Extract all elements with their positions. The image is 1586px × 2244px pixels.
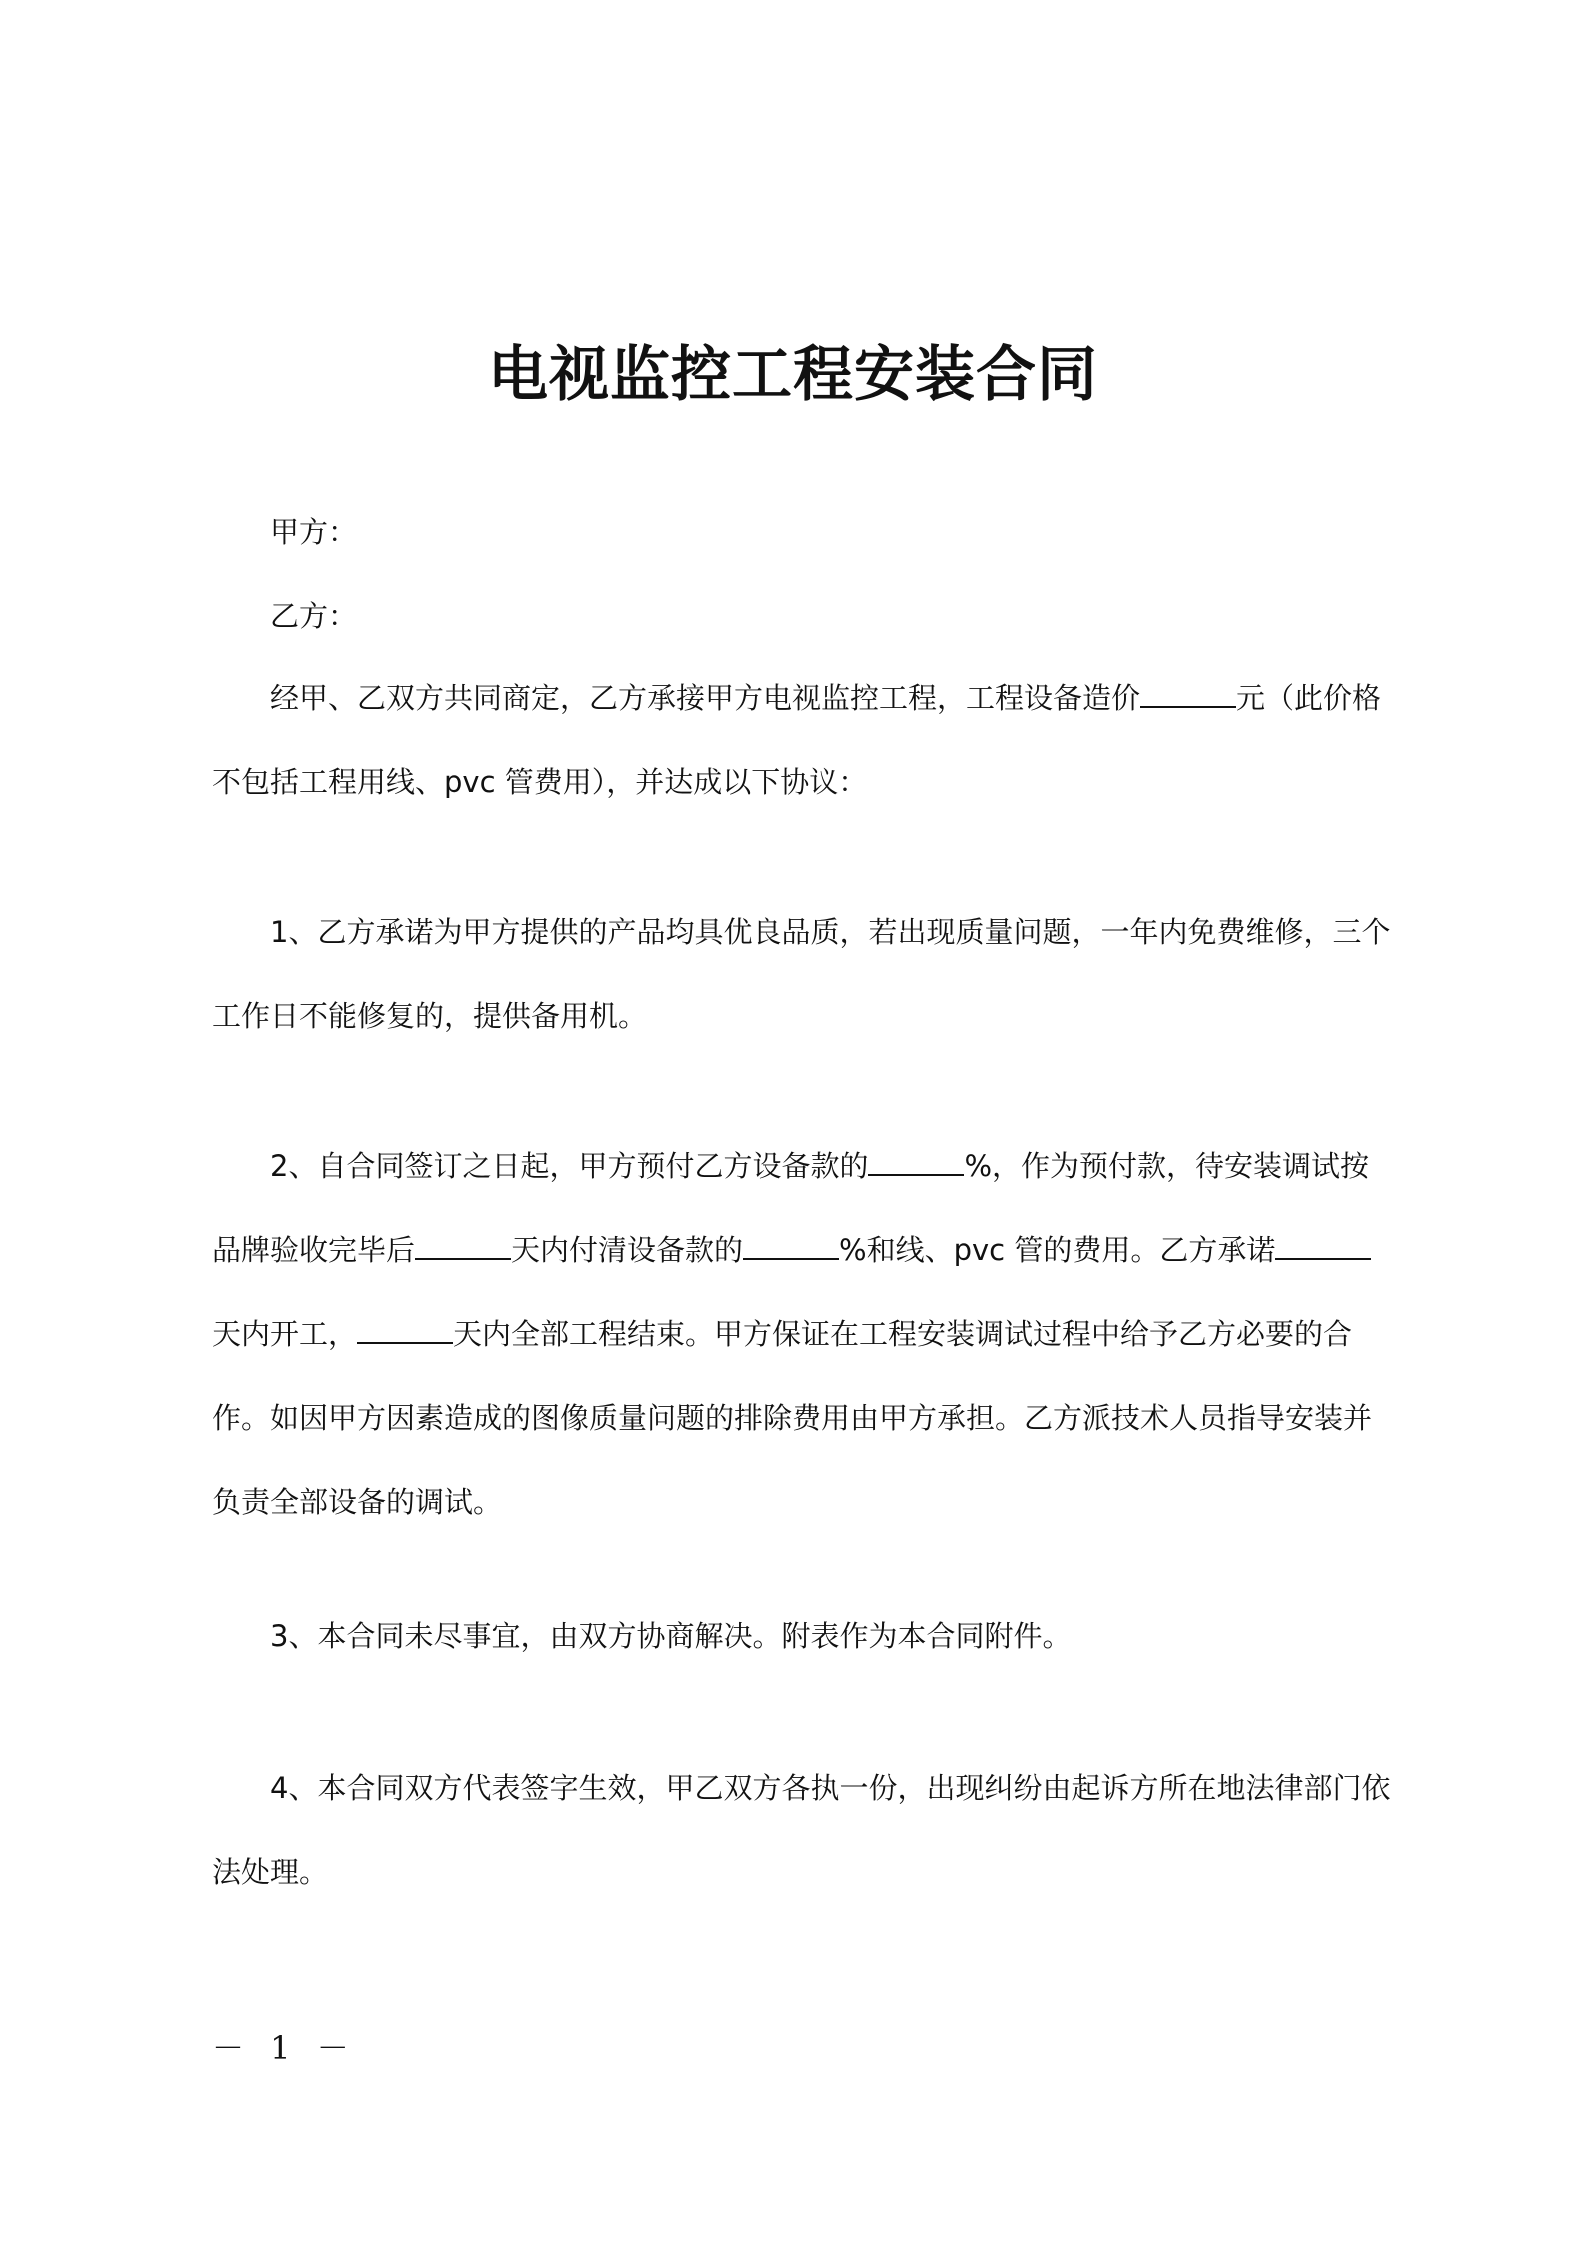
prepay-percent-blank: [868, 1144, 964, 1176]
clause-3: 3、本合同未尽事宜，由双方协商解决。附表作为本合同附件。: [270, 1619, 1072, 1653]
document-title: 电视监控工程安装合同: [488, 340, 1098, 410]
clause-1: 1、乙方承诺为甲方提供的产品均具优良品质，若出现质量问题，一年内免费维修，三个工作日不能修复的，提供备用机。: [212, 915, 1391, 1033]
intro-text-1: 经甲、乙双方共同商定，乙方承接甲方电视监控工程，工程设备造价: [270, 681, 1141, 715]
clause-2: [212, 1124, 1392, 1544]
party-a-label: 甲方：: [270, 515, 358, 549]
completion-days-blank: [357, 1312, 453, 1344]
party-b-label: 乙方：: [270, 599, 358, 633]
start-days-blank: [1275, 1228, 1371, 1260]
clause-2-text-6: 天内全部工程结束。甲方保证在工程安装调试过程中给予乙方必要的合作。如因甲方因素造成的图像质量问题的排除费用由甲方承担。乙方派技术人员指导安装并负责全部设备的调试。: [212, 1317, 1373, 1519]
clause-2-text-4: %和线、pvc 管的费用。乙方承诺: [839, 1233, 1276, 1267]
price-blank: [1140, 676, 1236, 708]
clause-2-text-2: %，作为预付款，待安装调试按品牌验收完毕后: [212, 1149, 1370, 1267]
clause-2-text-3: 天内付清设备款的: [511, 1233, 744, 1267]
clause-4: 4、本合同双方代表签字生效，甲乙双方各执一份，出现纠纷由起诉方所在地法律部门依法处理。: [212, 1771, 1391, 1889]
intro-paragraph: [212, 656, 1392, 824]
intro-text-2: 元（此价格不包括工程用线、pvc 管费用），并达成以下协议：: [212, 681, 1382, 799]
payment-days-blank: [415, 1228, 511, 1260]
clause-2-text-5: 天内开工，: [212, 1317, 358, 1351]
balance-percent-blank: [743, 1228, 839, 1260]
clause-2-text-1: 2、自合同签订之日起，甲方预付乙方设备款的: [270, 1149, 869, 1183]
page-number: － 1 －: [212, 2029, 357, 2067]
